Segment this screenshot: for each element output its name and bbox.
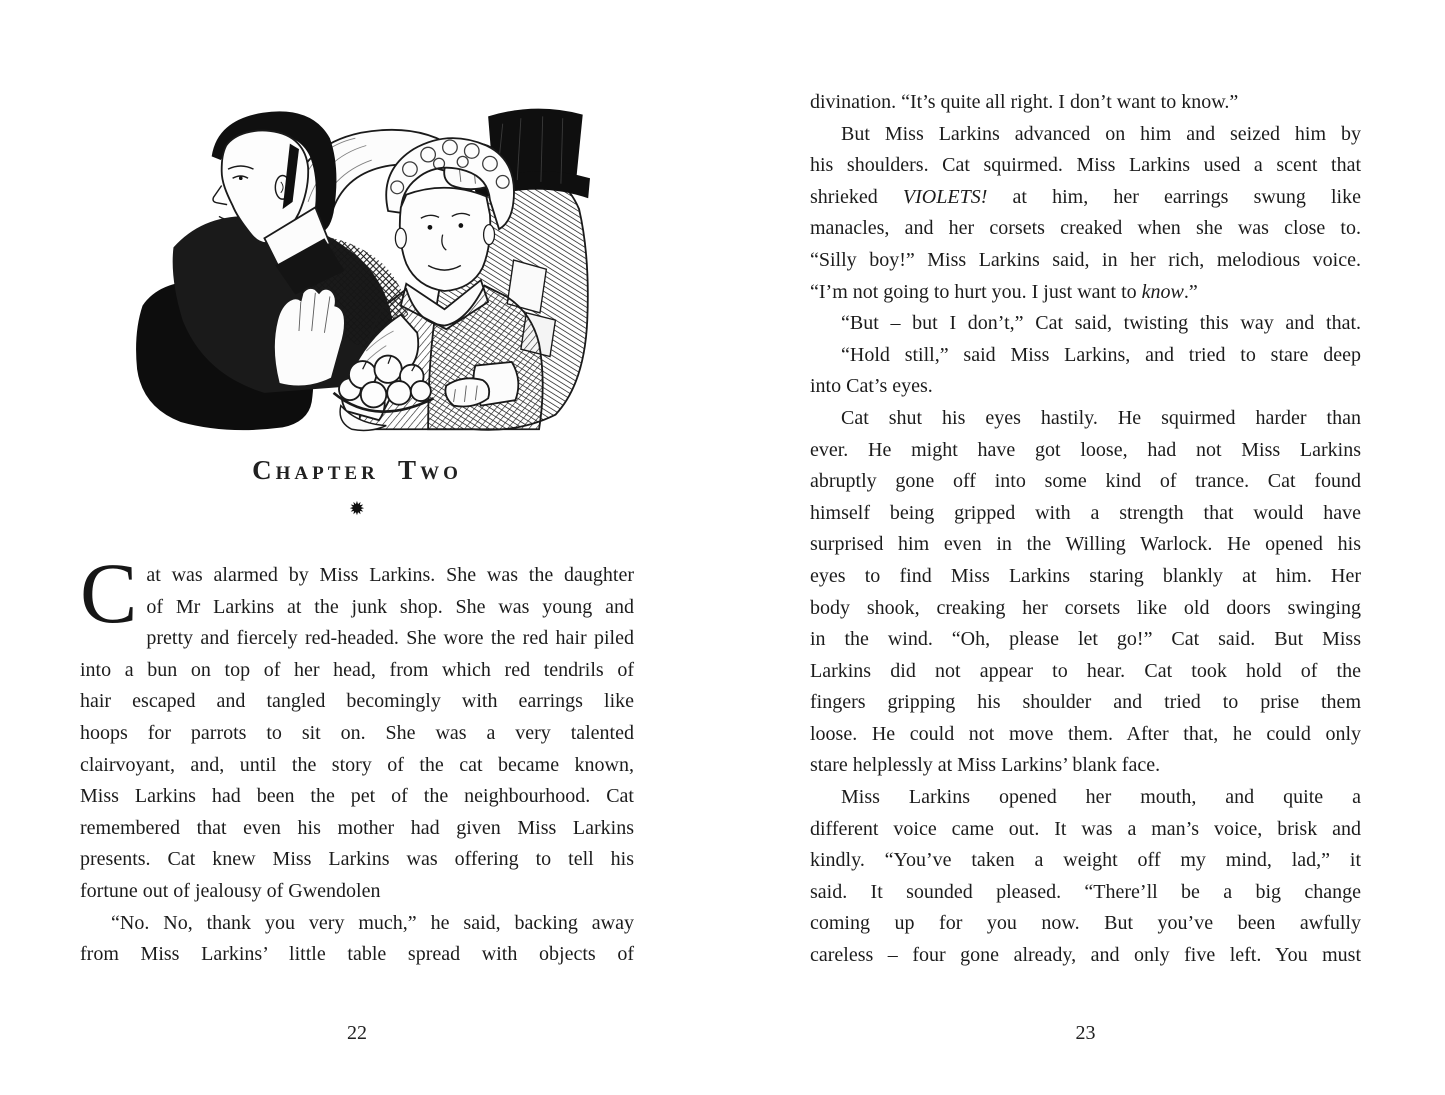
text-line: said. It sounded pleased. “There’ll be a big change: [810, 880, 1361, 903]
page-number-left: 22: [347, 1022, 367, 1044]
star-ornament-icon: ✹: [349, 498, 365, 520]
text-line: careless – four gone already, and only five left. You must: [810, 944, 1361, 967]
text-line: into a bun on top of her head, from which red tendrils of: [80, 658, 634, 681]
paragraph: [810, 308, 1361, 340]
text-line: ever. He might have got loose, had not Miss Larkins: [810, 438, 1361, 461]
drop-cap: C: [80, 545, 138, 641]
paragraph: [810, 403, 1361, 782]
text-line: “Silly boy!” Miss Larkins said, in her rich, melodious voice.: [810, 248, 1361, 271]
text-line: “But – but I don’t,” Cat said, twisting this way and that.: [841, 312, 1361, 335]
paragraph: [810, 340, 1361, 403]
right-text-column: [810, 87, 1361, 972]
text-line: in the wind. “Oh, please let go!” Cat said. But Miss: [810, 628, 1361, 651]
text-line: into Cat’s eyes.: [810, 375, 933, 398]
chapter-illustration-drawing: [128, 86, 590, 436]
text-line: coming up for you now. But you’ve been awfully: [810, 912, 1361, 935]
text-line: of Mr Larkins at the junk shop. She was young and: [146, 595, 634, 618]
text-line: Miss Larkins opened her mouth, and quite a: [841, 786, 1361, 809]
text-line: kindly. “You’ve taken a weight off my mind, lad,” it: [810, 849, 1361, 872]
text-line: abruptly gone off into some kind of trance. Cat found: [810, 470, 1361, 493]
text-line: fingers gripping his shoulder and tried to prise them: [810, 691, 1361, 714]
text-line: remembered that even his mother had given Miss Larkins: [80, 816, 634, 839]
paragraph: [810, 87, 1361, 119]
text-line: Miss Larkins had been the pet of the neighbourhood. Cat: [80, 785, 634, 808]
text-line: “I’m not going to hurt you. I just want to know.”: [810, 280, 1198, 303]
text-line: divination. “It’s quite all right. I don’t want to know.”: [810, 91, 1239, 113]
page-number-right: 23: [1075, 1022, 1096, 1044]
text-line: different voice came out. It was a man’s voice, brisk and: [810, 817, 1361, 840]
text-line: his shoulders. Cat squirmed. Miss Larkins used a scent that: [810, 154, 1361, 177]
paragraph: [80, 908, 634, 971]
text-line: presents. Cat knew Miss Larkins was offering to tell his: [80, 848, 634, 871]
chapter-illustration: [128, 86, 590, 436]
text-line: surprised him even in the Willing Warlock. He opened his: [810, 533, 1361, 556]
text-line: pretty and fiercely red-headed. She wore the red hair piled: [146, 627, 634, 650]
text-line: “Hold still,” said Miss Larkins, and tried to stare deep: [841, 343, 1361, 366]
text-line: Cat shut his eyes hastily. He squirmed harder than: [841, 406, 1361, 429]
text-line: from Miss Larkins’ little table spread with objects of: [80, 943, 634, 966]
text-line: fortune out of jealousy of Gwendolen: [80, 879, 381, 902]
text-line: “No. No, thank you very much,” he said, backing away: [111, 911, 634, 934]
text-line: Larkins did not appear to hear. Cat took hold of the: [810, 659, 1361, 682]
text-line: hair escaped and tangled becomingly with earrings like: [80, 690, 634, 713]
text-line: shrieked VIOLETS! at him, her earrings swung like: [810, 185, 1361, 208]
text-line: loose. He could not move them. After that, he could only: [810, 722, 1361, 745]
left-text-column: [80, 545, 634, 971]
text-line: But Miss Larkins advanced on him and seized him by: [841, 122, 1361, 145]
text-line: eyes to find Miss Larkins staring blankly at him. Her: [810, 564, 1361, 587]
chapter-heading: Chapter Two: [252, 455, 462, 485]
text-line: at was alarmed by Miss Larkins. She was the daughter: [146, 564, 634, 586]
paragraph: [810, 119, 1361, 309]
text-line: himself being gripped with a strength that would have: [810, 501, 1361, 524]
text-line: stare helplessly at Miss Larkins’ blank face.: [810, 754, 1161, 777]
paragraph: [810, 782, 1361, 972]
text-line: body shook, creaking her corsets like old doors swinging: [810, 596, 1361, 619]
paragraph: [80, 545, 634, 908]
text-line: hoops for parrots to sit on. She was a very talented: [80, 721, 634, 744]
text-line: clairvoyant, and, until the story of the cat became known,: [80, 753, 634, 776]
text-line: manacles, and her corsets creaked when she was close to.: [810, 217, 1361, 240]
